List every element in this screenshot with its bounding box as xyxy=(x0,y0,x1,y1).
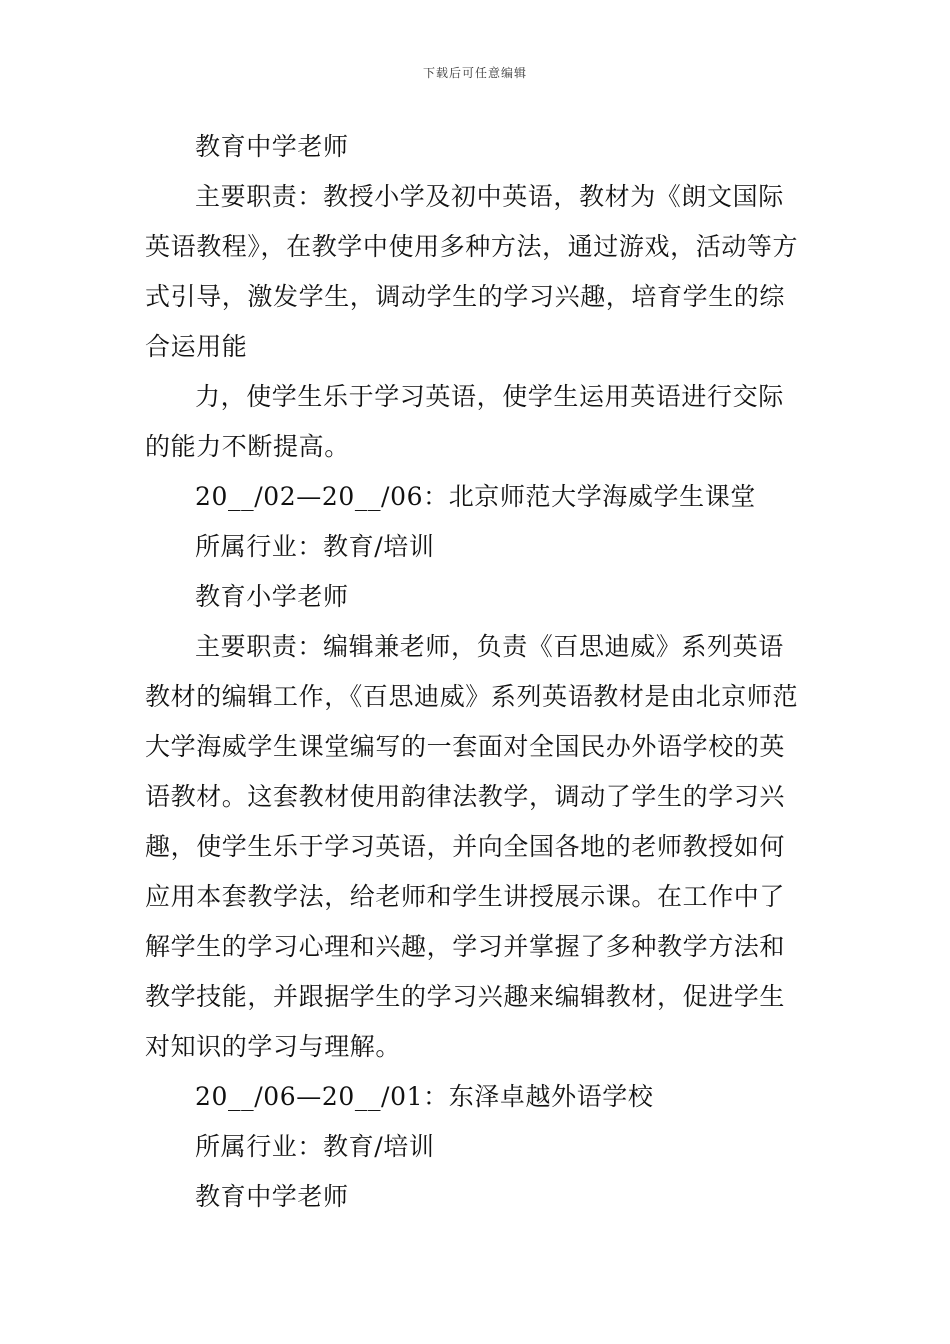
job-title: 教育小学老师 xyxy=(195,582,349,611)
industry: 所属行业：教育/培训 xyxy=(195,1132,435,1161)
industry: 所属行业：教育/培训 xyxy=(195,532,435,561)
page-header: 下载后可任意编辑 xyxy=(422,66,527,80)
document-body xyxy=(145,122,807,1222)
job-duties-continued: 力，使学生乐于学习英语，使学生运用英语进行交际的能力不断提高。 xyxy=(145,382,784,461)
employment-period: 20__/06—20__/01：东泽卓越外语学校 xyxy=(195,1082,654,1111)
job-duties: 主要职责：编辑兼老师，负责《百思迪威》系列英语教材的编辑工作，《百思迪威》系列英语教材是由北京师范大学海威学生课堂编写的一套面对全国民办外语学校的英语教材。这套教材使用韵律法教学，调动了学生的学习兴趣，使学生乐于学习英语，并向全国各地的老师教授如何应用本套教学法，给老师和学生讲授展示课。在工作中了解学生的学习心理和兴趣，学习并掌握了多种教学方法和教学技能，并跟据学生的学习兴趣来编辑教材，促进学生对知识的学习与理解。 xyxy=(145,632,799,1061)
job-title: 教育中学老师 xyxy=(195,1182,349,1211)
employment-period: 20__/02—20__/06：北京师范大学海威学生课堂 xyxy=(195,482,756,511)
job-duties: 主要职责：教授小学及初中英语，教材为《朗文国际英语教程》，在教学中使用多种方法，通过游戏，活动等方式引导，激发学生，调动学生的学习兴趣，培育学生的综合运用能 xyxy=(145,182,799,361)
job-title: 教育中学老师 xyxy=(195,132,349,161)
